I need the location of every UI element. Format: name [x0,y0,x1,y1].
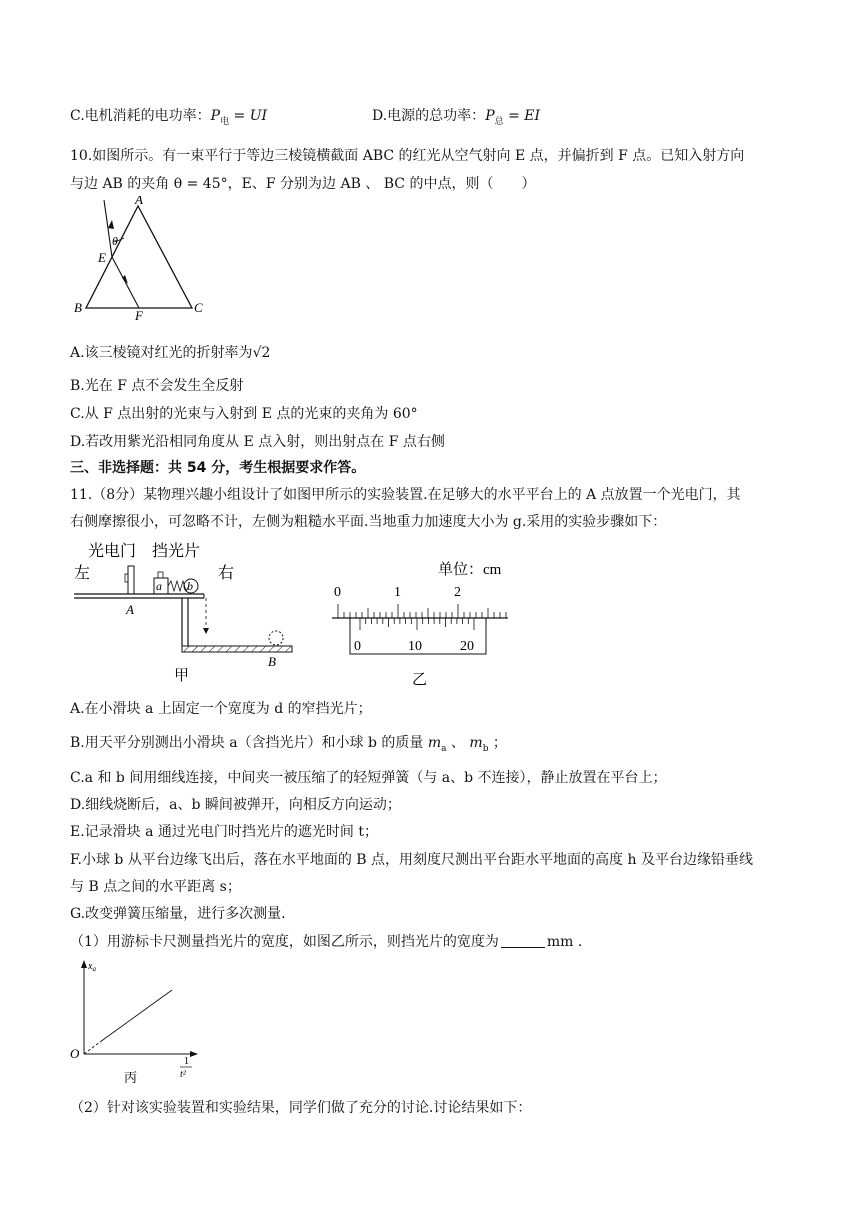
label-b: b [187,579,193,593]
q10-option-a: A.该三棱镜对红光的折射率为√2 [70,345,271,361]
data-line-dashed [84,1042,100,1054]
q11-step-c: C.a 和 b 间用细线连接，中间夹一被压缩了的轻短弹簧（与 a、b 不连接），静止放置在平台上； [70,770,667,786]
label-a: a [156,579,162,593]
q10-stem-line1: 10.如图所示。有一束平行于等边三棱镜横截面 ABC 的红光从空气射向 E 点，并偏折到 F 点。已知入射方向 [70,148,745,164]
answer-blank[interactable] [501,933,545,948]
q11-step-f-line2: 与 B 点之间的水平距离 s； [70,879,241,895]
main-tick-0: 0 [334,585,341,600]
x-label-numerator: 1 [184,1056,189,1067]
label-A-point: A [126,602,134,617]
vernier-tick-0: 0 [354,639,361,654]
label-A: A [135,196,143,207]
apparatus-figure-jia [70,536,330,684]
section-3-title: 三、非选择题：共 54 分，考生根据要求作答。 [70,460,366,476]
origin-label: O [70,1046,80,1061]
q11-stem-line2: 右侧摩擦很小，可忽略不计，左侧为粗糙水平面.当地重力加速度大小为 g.采用的实验步骤如下： [70,514,667,530]
q11-part2: （2）针对该实验装置和实验结果，同学们做了充分的讨论.讨论结果如下： [70,1100,532,1116]
sqrt2-value: √2 [252,345,271,361]
photogate-post [128,566,134,594]
incident-arrow-head [108,220,114,229]
landing-ball [269,631,283,645]
q9-option-d: D.电源的总功率：$P_总$ = EI [372,108,541,127]
vernier-figure-yi [330,556,520,692]
q11-step-b: B.用天平分别测出小滑块 a（含挡光片）和小球 b 的质量 $m_a$ 、 $m_b$ ； [70,735,507,754]
q11-step-g: G.改变弹簧压缩量，进行多次测量. [70,906,286,922]
q11-step-a: A.在小滑块 a 上固定一个宽度为 d 的窄挡光片； [70,701,372,717]
refracted-ray [112,257,139,308]
caption-jia: 甲 [174,668,190,684]
label-C: C [194,300,203,315]
q11-step-e: E.记录滑块 a 通过光电门时挡光片的遮光时间 t； [70,824,378,840]
prism-figure [70,196,220,322]
main-tick-1: 1 [394,585,401,600]
label-B: B [74,300,82,315]
label-shade: 挡光片 [152,543,201,560]
graph-figure-bing [68,956,208,1084]
q11-step-f-line1: F.小球 b 从平台边缘飞出后，落在水平地面的 B 点，用刻度尺测出平台距水平地面的高度 h 及平台边缘铅垂线 [70,852,753,868]
label-theta: θ [112,234,118,248]
unit-label: 单位：cm [438,562,502,578]
x-label-denominator: t² [180,1069,186,1080]
label-E: E [98,250,106,265]
q10-option-c: C.从 F 点出射的光束与入射到 E 点的光束的夹角为 60° [70,406,418,422]
q10-stem-line2: 与边 AB 的夹角 θ = 45°，E、F 分别为边 AB 、 BC 的中点，则（ ） [70,176,536,192]
label-B-point: B [268,654,276,669]
label-left: 左 [74,565,91,582]
formula-p-total: P [485,108,495,124]
label-right: 右 [218,565,235,582]
q11-step-d: D.细线烧断后，a、b 瞬间被弹开，向相反方向运动； [70,797,401,813]
main-tick-2: 2 [454,585,461,600]
vernier-tick-10: 10 [408,639,422,654]
q9-option-c: C.电机消耗的电功率：$P_电$ = UI [70,108,268,127]
main-scale-ticks [338,604,506,618]
caption-yi: 乙 [412,672,428,688]
label-photogate: 光电门 [88,543,137,560]
q10-option-b: B.光在 F 点不会发生全反射 [70,378,244,394]
ground [182,646,292,652]
formula-p-motor: P [210,108,221,124]
q10-option-d: D.若改用紫光沿相同角度从 E 点入射，则出射点在 F 点右侧 [70,434,445,450]
vernier-ticks [360,618,474,630]
q11-stem-line1: 11.（8分）某物理兴趣小组设计了如图甲所示的实验装置.在足够大的水平平台上的 A 点放置一个光电门，其 [70,487,741,503]
spring [168,581,189,591]
y-axis-label: $x_a$ [88,961,96,973]
label-F: F [135,308,143,322]
q11-part1: （1）用游标卡尺测量挡光片的宽度，如图乙所示，则挡光片的宽度为 mm . [70,934,583,950]
data-line [100,990,172,1042]
incident-ray [104,200,112,257]
vernier-tick-20: 20 [460,639,474,654]
caption-bing: 丙 [124,1070,138,1084]
